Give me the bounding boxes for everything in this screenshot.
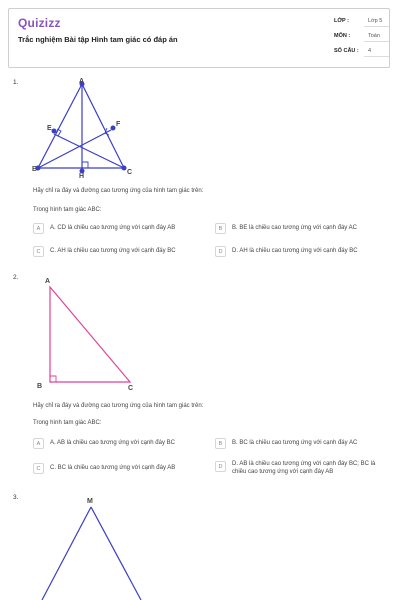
vertex-label: H <box>79 173 85 180</box>
vertex-dot <box>52 129 57 134</box>
option-text: A. CD là chiều cao tương ứng với cạnh đáy AB <box>50 225 176 231</box>
option-key: B <box>215 223 226 234</box>
vertex-label: A <box>79 78 85 85</box>
question-number: 3. <box>13 494 19 501</box>
right-angle-mark <box>82 162 88 168</box>
triangle-side <box>42 507 91 600</box>
option-key: A <box>33 438 44 449</box>
vertex-label: A <box>45 278 51 285</box>
answer-option-b[interactable] <box>215 223 385 237</box>
meta-label: LỚP : <box>334 18 349 24</box>
meta-underline <box>364 56 389 57</box>
option-text: C. AH là chiều cao tương ứng với cạnh đáy BC <box>50 248 176 254</box>
option-text: B. BC là chiều cao tương ứng với cạnh đáy AC <box>232 440 358 446</box>
question-number: 2. <box>13 274 19 281</box>
answer-option-b[interactable] <box>215 438 385 452</box>
vertex-label: C <box>127 169 133 176</box>
triangle-side <box>91 507 141 600</box>
triangle-figure-3 <box>38 494 153 600</box>
vertex-dot <box>122 166 127 171</box>
answer-option-c[interactable] <box>33 246 203 260</box>
meta-underline <box>364 41 389 42</box>
question-prompt: Hãy chỉ ra đáy và đường cao tương ứng của hình tam giác trên: <box>33 403 204 409</box>
meta-underline <box>364 26 389 27</box>
meta-label: MÔN : <box>334 33 351 39</box>
quizizz-logo: Quizizz <box>18 16 61 30</box>
option-key: D <box>215 246 226 257</box>
option-key: C <box>33 463 44 474</box>
option-key: B <box>215 438 226 449</box>
vertex-label: F <box>116 121 121 128</box>
option-key: C <box>33 246 44 257</box>
altitude-bf <box>38 130 111 168</box>
answer-option-a[interactable] <box>33 438 203 452</box>
option-text: D. AB là chiều cao tương ứng với cạnh đáy BC; BC là chiều cao tương ứng với cạnh đáy AB <box>232 461 376 475</box>
answer-option-d[interactable] <box>215 246 385 260</box>
meta-value: Lớp 5 <box>368 18 383 24</box>
triangle-figure-1 <box>30 78 140 180</box>
triangle-figure-2 <box>35 275 145 395</box>
meta-subject <box>334 31 389 43</box>
answer-option-c[interactable] <box>33 463 203 477</box>
question-subprompt: Trong hình tam giác ABC: <box>33 420 102 426</box>
question-subprompt: Trong hình tam giác ABC: <box>33 207 102 213</box>
triangle-outline <box>50 287 130 382</box>
meta-grade <box>334 16 389 28</box>
option-key: D <box>215 461 226 472</box>
meta-value: Toán <box>368 33 380 39</box>
option-text: A. AB là chiều cao tương ứng với cạnh đáy BC <box>50 440 175 446</box>
option-text: C. BC là chiều cao tương ứng với cạnh đáy AB <box>50 465 176 471</box>
altitude-ce <box>54 134 124 168</box>
option-text: D. AH là chiều cao tương ứng với cạnh đáy BC <box>232 248 358 254</box>
meta-value: 4 <box>368 48 372 54</box>
answer-option-a[interactable] <box>33 223 203 237</box>
meta-label: SỐ CÂU : <box>334 48 359 54</box>
vertex-label: B <box>32 166 38 173</box>
vertex-dot <box>111 126 116 131</box>
question-prompt: Hãy chỉ ra đáy và đường cao tương ứng của hình tam giác trên: <box>33 188 204 194</box>
option-text: B. BE là chiều cao tương ứng với cạnh đáy AC <box>232 225 357 231</box>
option-key: A <box>33 223 44 234</box>
vertex-label: C <box>128 385 134 392</box>
vertex-label: M <box>87 498 93 505</box>
page-title: Trắc nghiệm Bài tập Hình tam giác có đáp án <box>18 35 178 44</box>
question-number: 1. <box>13 79 19 86</box>
vertex-label: B <box>37 383 43 390</box>
right-angle-mark <box>50 376 56 382</box>
vertex-label: E <box>47 125 52 132</box>
worksheet-header <box>8 8 390 68</box>
answer-option-d[interactable] <box>215 461 385 481</box>
meta-question-count <box>334 46 389 58</box>
